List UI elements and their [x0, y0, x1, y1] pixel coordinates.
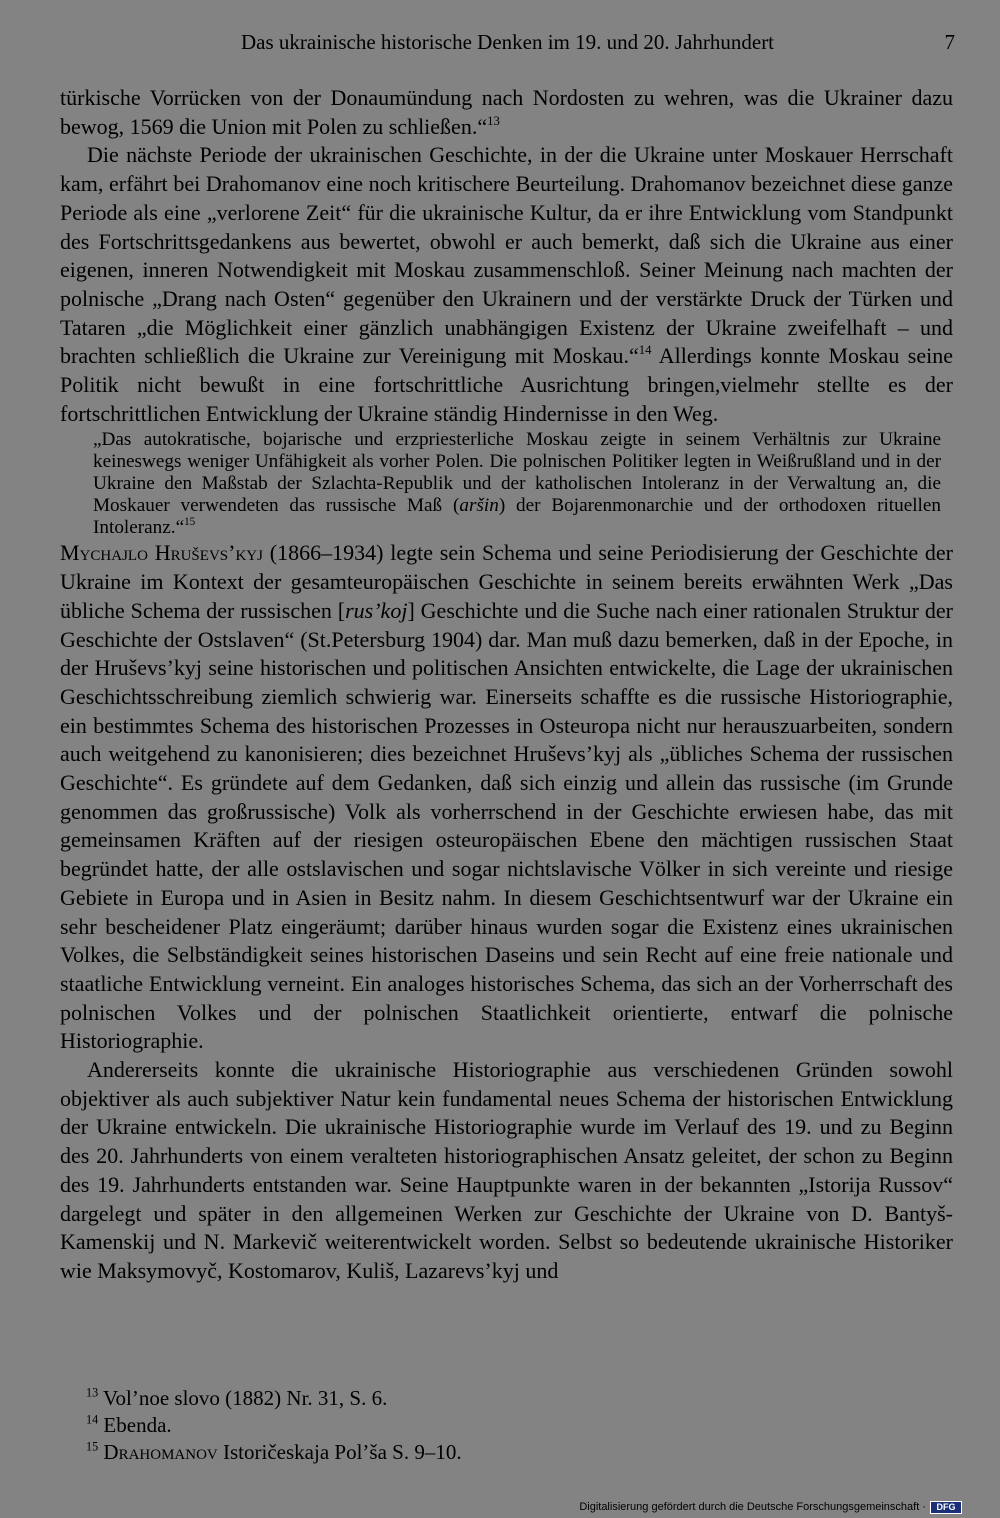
- paragraph-2-text-a: Die nächste Periode der ukrainischen Geschichte, in der die Ukraine unter Moskauer Herrschaft kam, erfährt bei Drahomanov eine noch kritischere Beurteilung. Drahomanov bezeichnet diese ganze Periode als eine „verlorene Zeit“ für die ukrainische Kultur, da er ihre Entwicklung vom Standpunkt des Fortschrittsgedankens aus bewertet, obwohl er auch bemerkt, daß sich die Ukraine aus einer eigenen, inneren Notwendigkeit mit Moskau zusammenschloß. Seiner Meinung nach machten der polnische „Drang nach Osten“ gegenüber den Ukrainern und der verstärkte Druck der Türken und Tataren „die Möglichkeit einer gänzlich unabhängigen Existenz der Ukraine zweifelhaft – und brachten schließlich die Ukraine zur Vereinigung mit Moskau.“: [60, 142, 953, 369]
- quote-text-b: ) der Bojarenmonarchie und der orthodoxen rituellen Intoleranz.“: [93, 494, 941, 538]
- footnote-author: Drahomanov: [103, 1440, 218, 1464]
- digitization-credit: [579, 1500, 962, 1514]
- block-quote: [93, 429, 941, 538]
- credit-text: Digitalisierung gefördert durch die Deutsche Forschungsgemeinschaft ·: [579, 1501, 926, 1513]
- paragraph-3: [60, 539, 953, 1056]
- paragraph-1-text: türkische Vorrücken von der Donaumündung nach Nordosten zu wehren, was die Ukrainer dazu bewog, 1569 die Union mit Polen zu schließen.“: [60, 85, 953, 139]
- dfg-logo-icon: DFG: [930, 1501, 962, 1514]
- footnote-ref-15: 15: [184, 515, 196, 528]
- quote-italic-term: aršin: [459, 494, 499, 516]
- footnote-number: 15: [86, 1439, 99, 1454]
- page-number: 7: [944, 30, 955, 54]
- running-title: Das ukrainische historische Denken im 19. und 20. Jahrhundert: [240, 30, 775, 54]
- running-head: [60, 28, 955, 56]
- paragraph-3-text-a: (1866–1934) legte sein Schema und seine Periodisierung der Geschichte der Ukraine im Kontext der gesamteuropäischen Geschichte in seinem bereits erwähnten Werk „Das übliche Schema der russischen [: [60, 540, 953, 623]
- main-text: [60, 84, 953, 1286]
- footnote-14: [86, 1412, 786, 1439]
- footnote-ref-14: 14: [638, 343, 652, 358]
- footnote-text: Istoričeskaja Pol’ša S. 9–10.: [217, 1440, 462, 1464]
- paragraph-3-text-b: ] Geschichte und die Suche nach einer rationalen Struktur der Geschichte der Ostslaven“ (St.Petersburg 1904) dar. Man muß dazu bemerken, daß in der Epoche, in der Hruševs’kyj seine historischen und politischen Ansichten entwickelte, die Lage der ukrainischen Geschichtsschreibung ziemlich schwierig war. Einerseits schaffte es die russische Historiographie, ein bestimmtes Schema des historischen Prozesses in Osteuropa nicht nur herauszuarbeiten, sondern auch weitgehend zu kanonisieren; dies bezeichnet Hruševs’kyj als „übliches Schema der russischen Geschichte“. Es gründete auf dem Gedanken, daß sich einzig und allein das russische (im Grunde genommen das großrussische) Volk als vorherrschend in der Geschichte erwiesen habe, das mit gemeinsamen Kräften auf der riesigen osteuropäischen Ebene den mächtigen russischen Staat begründet hatte, der alle ostslavischen und sogar nichtslavische Völker in sich vereinte und riesige Gebiete in Europa und in Asien in Besitz nahm. In diesem Geschichtsentwurf war der Ukraine ein sehr bescheidener Platz eingeräumt; darüber hinaus wurden sogar die Existenz eines ukrainischen Volkes, die Selbständigkeit seines historischen Daseins und sein Recht auf eine freie nationale und staatliche Entwicklung verneint. Ein analoges historisches Schema, das sich an der Vorherrschaft des polnischen Volkes und der polnischen Staatlichkeit orientierte, entwarf die polnische Historiographie.: [60, 597, 953, 1054]
- footnote-13: [86, 1385, 786, 1412]
- author-name-smallcaps: Mychajlo Hruševs’kyj: [60, 540, 263, 566]
- paragraph-4-text: Andererseits konnte die ukrainische Historiographie aus verschiedenen Gründen sowohl objektiver als auch subjektiver Natur kein fundamental neues Schema der historischen Entwicklung der Ukraine entwickeln. Die ukrainische Historiographie wurde im Verlauf des 19. und zu Beginn des 20. Jahrhunderts von einem veralteten historiographischen Ansatz geleitet, der schon zu Beginn des 19. Jahrhunderts entstanden war. Seine Hauptpunkte waren in der bekannten „Istorija Russov“ dargelegt und später in den allgemeinen Werken zur Geschichte der Ukraine von D. Bantyš-Kamenskij und N. Markevič weiterentwickelt worden. Selbst so bedeutende ukrainische Historiker wie Maksymovyč, Kostomarov, Kuliš, Lazarevs’kyj und: [60, 1057, 953, 1283]
- paragraph-2-text-b: Allerdings konnte Moskau seine Politik nicht bewußt in eine fortschrittliche Ausrichtung bringen,vielmehr stellte es der fortschrittlichen Entwicklung der Ukraine ständig Hindernisse in den Weg.: [60, 343, 953, 426]
- quote-text-a: „Das autokratische, bojarische und erzpriesterliche Moskau zeigte in seinem Verhältnis zur Ukraine keineswegs weniger Unfähigkeit als vorher Polen. Die polnischen Politiker legten in Weißrußland und in der Ukraine den Maßstab der Szlachta-Republik und der katholischen Intoleranz in der Verwaltung an, die Moskauer verwendeten das russische Maß (: [93, 429, 941, 516]
- paragraph-1: [60, 84, 953, 141]
- paragraph-2: [60, 141, 953, 428]
- footnote-number: 14: [86, 1412, 99, 1427]
- paragraph-3-italic-term: rus’koj: [345, 597, 408, 623]
- footnotes: [86, 1385, 786, 1466]
- footnote-15: [86, 1439, 786, 1466]
- paragraph-4: [60, 1056, 953, 1286]
- footnote-ref-13: 13: [487, 113, 500, 128]
- footnote-text: Vol’noe slovo (1882) Nr. 31, S. 6.: [103, 1386, 388, 1410]
- footnote-text: Ebenda.: [103, 1413, 172, 1437]
- footnote-number: 13: [86, 1385, 99, 1400]
